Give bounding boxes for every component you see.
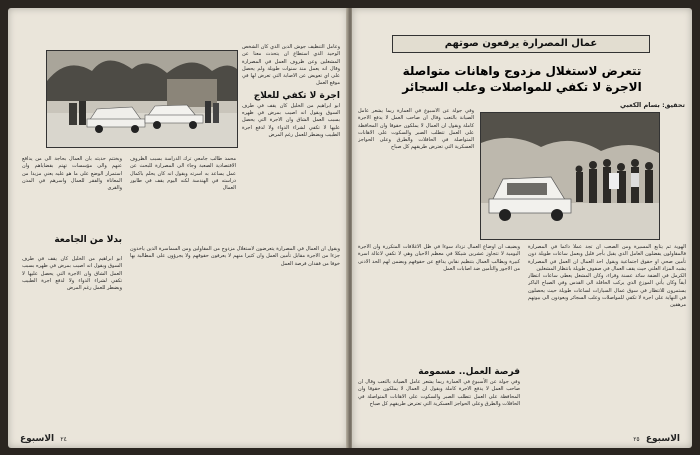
left-mid-left-text: ويختتم حديثه بان العمال بحاجة الى من يدافع عنهم والى مؤسسات تهتم بقضاياهم وان استمرار الوضع على ما هو عليه يعني مزيدا من المعاناة والفقر للعمال واسرهم في المدن والقرى (22, 156, 122, 192)
left-page-top-column (242, 44, 340, 204)
right-column-text: الكرمل في الضفة سائد عسنة وقراء، وكان المشغل يعطى ساعات انتظار أيقاً وكان يأتي الموزع الذي يركب الحافلة الى القدس وفي الصباح الباكر يستمرون للانتظار في سوق عمال السيارات لساعات طويلة حيث يحصلون في النهاية على اجرة لا تكفي للمواصلات وعلب السجائر ويعودون الى بيوتهم مرهقين (528, 273, 686, 309)
right-bottom-text: وفي جولة عن الأسبوع في العمارة ربما يشعر عامل الصيانة بالتعب وقال ان صاحب العمل لا يدفع الاجرة كاملة ويقول ان العمال لا يملكون حقوقا وان المحافظة على العمل تتطلب الصبر والسكوت على الاهانات المتواصلة في الحافلات والطرق وعلى الحواجز العسكرية التي تعترض طريقهم كل صباح (358, 379, 520, 407)
subhead-university: بدلا من الجامعة (54, 235, 122, 245)
right-left-column-text: وفي جولة عن الأسبوع في العمارة ربما يشعر عامل الصيانة بالتعب وقال ان صاحب العمل لا يدفع الاجرة كاملة ويقول ان العمال لا يملكون حقوقا وان المحافظة على العمل تتطلب الصبر والسكوت على الاهانات المتواصلة في الحافلات والطرق وعلى الحواجز العسكرية التي تعترض طريقهم كل صباح (358, 108, 474, 151)
magazine-spread (8, 8, 692, 448)
left-center-text: محمد طالب جامعي ترك الدراسة بسبب الظروف الاقتصادية الصعبة وجاء الى المصرارة للبحث عن عمل يساعد به اسرته ويقول انه كان يحلم باكمال دراسته في الهندسة لكنه اليوم يقف في طابور العمال (130, 156, 236, 192)
headline-line-1: تتعرض لاستغلال مزدوج واهانات متواصلة (402, 64, 642, 78)
left-mid-column-text: ابو ابراهيم من الخليل كان يقف في طرف السوق ويقول انه اصيب بمرض في ظهره بسبب العمل الشاق وان الاجرة التي يحصل عليها لا تكفي لشراء الدواء ولا لدفع اجرة الطبيب ويضطر للعمل رغم المرض (242, 102, 340, 138)
left-page-footer (20, 434, 71, 444)
workers-photo (480, 112, 660, 240)
left-page-mid-column (130, 156, 236, 242)
right-page-footer (629, 434, 680, 444)
left-page-lower-left-column (22, 256, 122, 428)
right-page (352, 8, 692, 448)
right-page-lower-left-column (358, 244, 520, 364)
left-page-number: ٢٤ (60, 436, 67, 443)
subhead-university-wrap (22, 232, 122, 254)
left-page-lower-column (130, 246, 340, 428)
right-page-lower-right-column (528, 244, 686, 430)
left-page (8, 8, 348, 448)
right-lower-right-text: الهوية ثم يتابع المسيرة ومن الصعب ان تجد عملا دائما في المصرارة فالمقاولون يفضلون العامل الذي يقبل بأجر قليل ويعمل ساعات طويلة دون تأمين صحي او حقوق اجتماعية ويقول احد العمال ان العمل في المصرارة يشبه المزاد العلني حيث يقف العمال في صفوف طويلة بانتظار المشغلين (528, 244, 686, 272)
right-page-number: ٢٥ (633, 436, 640, 443)
right-footer-brand: الاسبوع (645, 434, 680, 444)
left-page-mid-left-column (22, 156, 122, 226)
article-kicker: عمال المصرارة يرفعون صوتهم (392, 35, 650, 53)
subhead-work-opportunity: فرصة العمل.. مسمومة (418, 367, 520, 377)
left-footer-brand: الاسبوع (20, 434, 55, 444)
left-top-column-text: وعامل التنظيف جوش الدين الذي كان الشخص الوحيد الذي استطاع ان يتحدث معنا عن المشغلين وعن ظروف العمل في المصرارة وقال انه يعمل منذ سنوات طويلة ولم يحصل على اي تعويض عن الاصابة التي تعرض لها في موقع العمل (242, 44, 340, 87)
right-lower-left-text: ويضيف ان اوضاع العمال تزداد سوءا في ظل الاغلاقات المتكررة وان الاجرة اليومية لا تتجاوز عشرين شيكلا في معظم الاحيان وهي لا تكفي لاعالة اسرة كبيرة ويطالب العمال بتنظيم نقابي يدافع عن حقوقهم ويضمن لهم الحد الادنى من الاجور والتأمين ضد اصابات العمل (358, 244, 520, 272)
headline-line-2: الاجرة لا تكفي للمواصلات وعلب السجائر (402, 80, 642, 94)
left-lower-left-text: ابو ابراهيم من الخليل كان يقف في طرف السوق ويقول انه اصيب بمرض في ظهره بسبب العمل الشاق وان الاجرة التي يحصل عليها لا تكفي لشراء الدواء ولا لدفع اجرة الطبيب ويضطر للعمل رغم المرض (22, 256, 122, 292)
street-photo-cars (46, 50, 238, 148)
right-page-left-column (358, 108, 474, 240)
article-headline (362, 63, 682, 95)
article-byline: تحقيق: بسام الكعبي (619, 101, 685, 109)
right-page-subhead-block (358, 364, 520, 430)
left-lower-text: ويقول ان العمال في المصرارة يتعرضون لاستغلال مزدوج من المقاولين ومن السماسرة الذين يأخذون جزءا من الاجرة مقابل تأمين العمل وان كثيرا منهم لا يعرفون حقوقهم ولا يجرؤون على المطالبة بها خوفا من فقدان فرصة العمل (130, 246, 340, 267)
subhead-treatment: اجرة لا تكفي للعلاج (253, 90, 340, 101)
